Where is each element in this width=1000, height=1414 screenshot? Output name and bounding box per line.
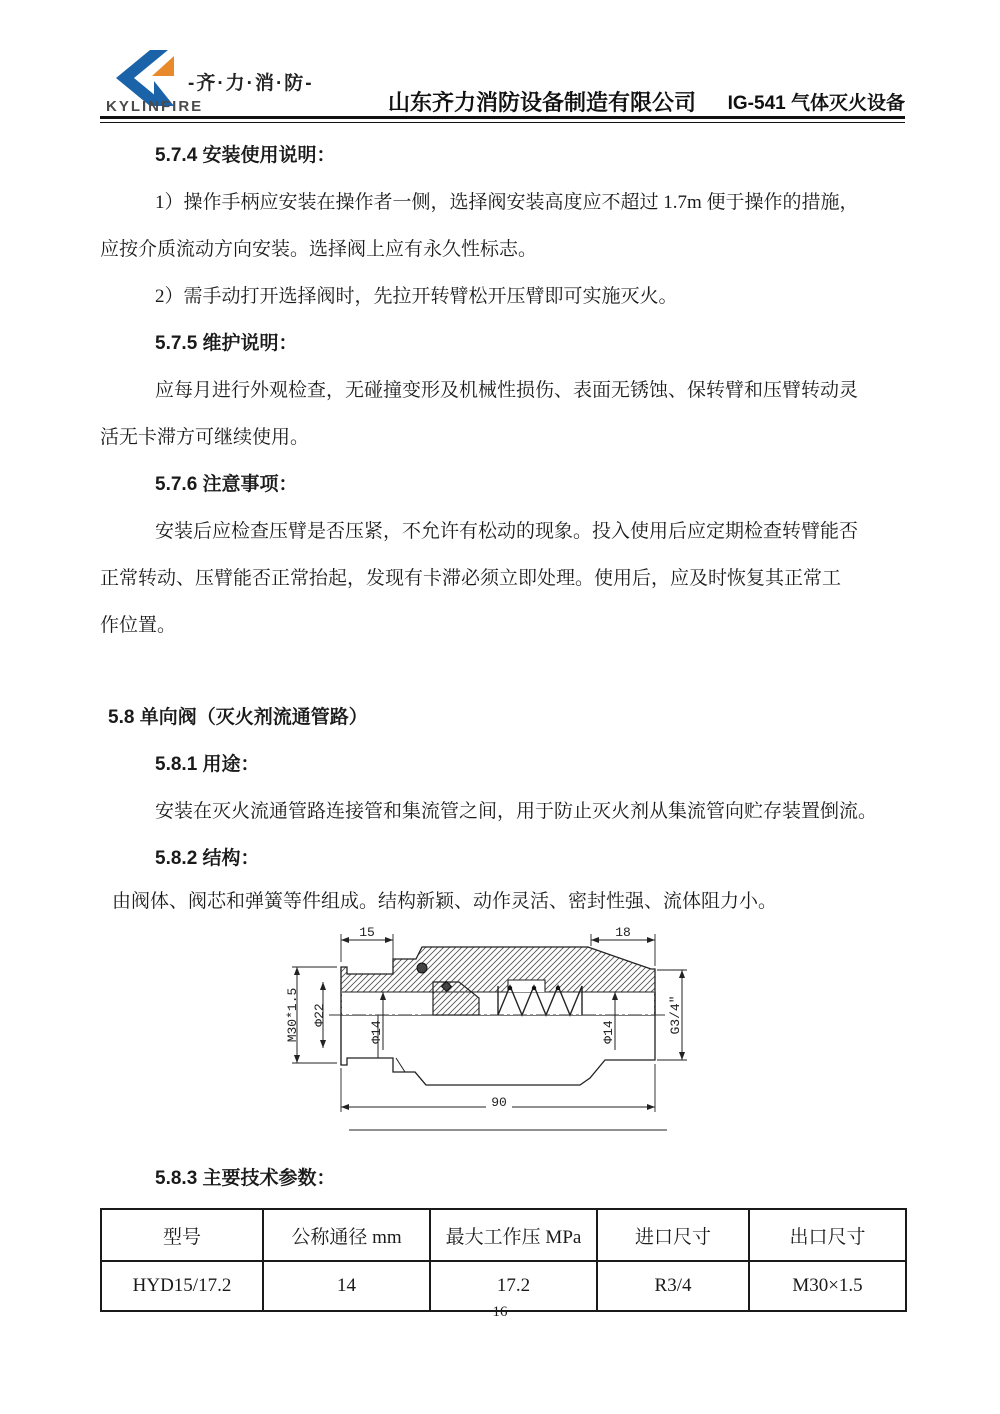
table-cell-inlet-size: R3/4 [597, 1261, 749, 1311]
heading-5-8: 5.8 单向阀（灭火剂流通管路） [108, 707, 368, 728]
heading-5-8-2: 5.8.2 结构： [155, 848, 260, 869]
table-header-row [101, 1209, 906, 1261]
dim-90-label: 90 [491, 1095, 507, 1110]
para-5-7-6-line3: 作位置。 [100, 615, 177, 636]
section-5-7 [100, 132, 912, 649]
section-5-8-3 [100, 1158, 905, 1312]
para-5-7-4-line3: 2）需手动打开选择阀时，先拉开转臂松开压臂即可实施灭火。 [155, 286, 678, 307]
technical-parameters-table [100, 1208, 907, 1312]
dim-dia14-right-label: Φ14 [601, 1020, 616, 1044]
table-header-model: 型号 [101, 1209, 263, 1261]
logo-wordmark: KYLINFIRE [106, 98, 204, 115]
para-5-7-5-line2: 活无卡滞方可继续使用。 [100, 427, 310, 448]
check-valve-section-drawing [283, 922, 713, 1142]
table-header-max-working-pressure: 最大工作压 MPa [430, 1209, 597, 1261]
company-name: 山东齐力消防设备制造有限公司 [388, 90, 697, 115]
page-number: 16 [492, 1304, 508, 1320]
section-5-8 [100, 694, 912, 922]
dim-dia22-label: Φ22 [312, 1003, 327, 1027]
para-5-8-1: 安装在灭火流通管路连接管和集流管之间，用于防止灭火剂从集流管向贮存装置倒流。 [155, 801, 878, 822]
table-header-outlet-size: 出口尺寸 [749, 1209, 906, 1261]
dim-dia14-left-label: Φ14 [369, 1020, 384, 1044]
dim-18-label: 18 [615, 925, 631, 940]
seal-ring [417, 963, 427, 973]
dim-15-label: 15 [359, 925, 375, 940]
para-5-7-6-line1: 安装后应检查压臂是否压紧，不允许有松动的现象。投入使用后应定期检查转臂能否 [155, 521, 859, 542]
header-rule-thin [100, 122, 905, 123]
table-cell-nominal-diameter: 14 [263, 1261, 430, 1311]
para-5-7-5-line1: 应每月进行外观检查，无碰撞变形及机械性损伤、表面无锈蚀、保转臂和压臂转动灵 [155, 380, 859, 401]
para-5-7-4-line2: 应按介质流动方向安装。选择阀上应有永久性标志。 [100, 239, 538, 260]
dim-m30-label: M30*1.5 [285, 987, 300, 1043]
heading-5-8-3: 5.8.3 主要技术参数： [155, 1168, 336, 1189]
dim-g34-label: G3/4″ [668, 995, 683, 1035]
para-5-8-2: 由阀体、阀芯和弹簧等件组成。结构新颖、动作灵活、密封性强、流体阻力小。 [112, 891, 778, 912]
page-header [100, 46, 905, 124]
heading-5-7-4: 5.7.4 安装使用说明： [155, 145, 336, 166]
header-rule-thick [100, 116, 905, 119]
table-cell-model: HYD15/17.2 [101, 1261, 263, 1311]
table-cell-outlet-size: M30×1.5 [749, 1261, 906, 1311]
heading-5-8-1: 5.8.1 用途： [155, 754, 260, 775]
para-5-7-6-line2: 正常转动、压臂能否正常抬起，发现有卡滞必须立即处理。使用后，应及时恢复其正常工 [100, 568, 842, 589]
table-header-nominal-diameter: 公称通径 mm [263, 1209, 430, 1261]
brand-slogan: -齐·力·消·防- [188, 73, 314, 94]
table-header-inlet-size: 进口尺寸 [597, 1209, 749, 1261]
heading-5-7-6: 5.7.6 注意事项： [155, 474, 298, 495]
table-cell-max-working-pressure: 17.2 [430, 1261, 597, 1311]
heading-5-7-5: 5.7.5 维护说明： [155, 333, 298, 354]
para-5-7-4-line1: 1）操作手柄应安装在操作者一侧，选择阀安装高度应不超过 1.7m 便于操作的措施， [155, 192, 859, 213]
product-title: IG-541 气体灭火设备 [727, 93, 905, 114]
